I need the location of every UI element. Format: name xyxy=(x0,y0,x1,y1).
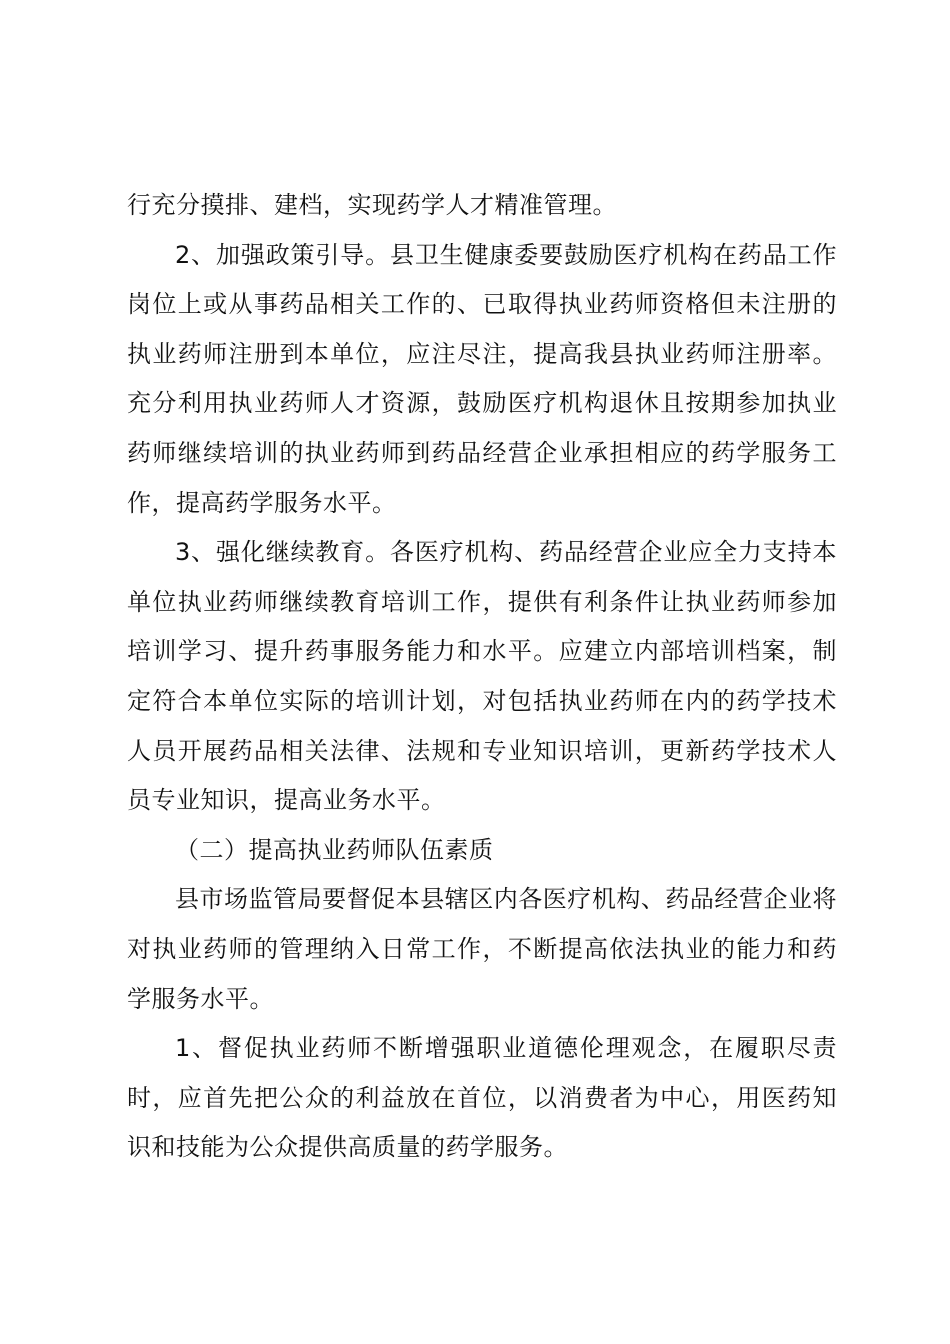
paragraph-continuing-education: 3、强化继续教育。各医疗机构、药品经营企业应全力支持本单位执业药师继续教育培训工作，提供有利条件让执业药师参加培训学习、提升药事服务能力和水平。应建立内部培训档案，制定符合本单位实际的培训计划，对包括执业药师在内的药学技术人员开展药品相关法律、法规和专业知识培训，更新药学技术人员专业知识，提高业务水平。 xyxy=(127,538,837,815)
section-heading-quality: （二）提高执业药师队伍素质 xyxy=(175,835,494,864)
paragraph-ethics: 1、督促执业药师不断增强职业道德伦理观念，在履职尽责时，应首先把公众的利益放在首位，以消费者为中心，用医药知识和技能为公众提供高质量的药学服务。 xyxy=(127,1034,837,1162)
document-body xyxy=(127,181,837,1173)
paragraph-continuation: 行充分摸排、建档，实现药学人才精准管理。 xyxy=(127,191,617,219)
paragraph-supervision: 县市场监管局要督促本县辖区内各医疗机构、药品经营企业将对执业药师的管理纳入日常工作，不断提高依法执业的能力和药学服务水平。 xyxy=(127,885,837,1013)
paragraph-policy-guidance: 2、加强政策引导。县卫生健康委要鼓励医疗机构在药品工作岗位上或从事药品相关工作的、已取得执业药师资格但未注册的执业药师注册到本单位，应注尽注，提高我县执业药师注册率。充分利用执业药师人才资源，鼓励医疗机构退休且按期参加执业药师继续培训的执业药师到药品经营企业承担相应的药学服务工作，提高药学服务水平。 xyxy=(127,240,837,517)
